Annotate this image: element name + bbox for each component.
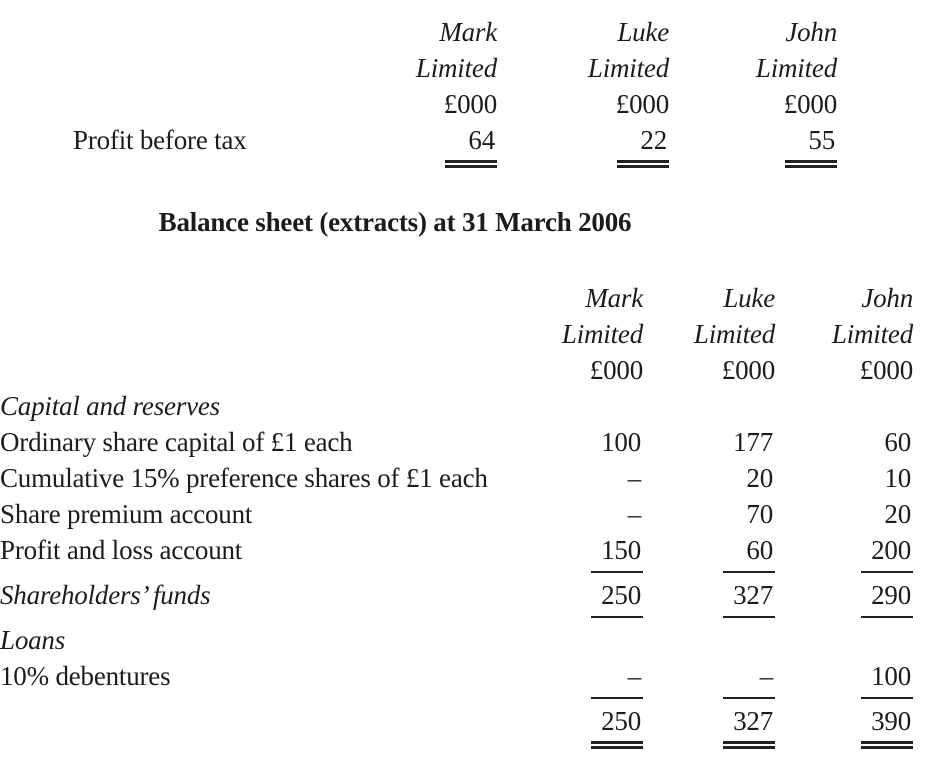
row-shareholders-funds xyxy=(0,577,936,618)
value-luke: 327 xyxy=(723,580,775,618)
row-label: Profit and loss account xyxy=(0,535,243,565)
header-spacer xyxy=(0,280,520,316)
header-spacer xyxy=(0,50,370,86)
value-cell xyxy=(643,496,775,532)
value-cell xyxy=(775,577,913,618)
table-header-row-company xyxy=(0,280,936,316)
value-cell xyxy=(775,424,913,460)
value-luke: 177 xyxy=(733,427,773,457)
value-john: 290 xyxy=(861,580,913,618)
row-label: Cumulative 15% preference shares of £1 each xyxy=(0,463,488,493)
value-cell xyxy=(775,532,913,573)
value-cell xyxy=(497,122,669,168)
value-cell xyxy=(520,703,643,749)
company-subname-limited: Limited xyxy=(415,53,497,83)
value-cell xyxy=(669,122,837,168)
company-name-luke: Luke xyxy=(617,17,669,47)
table-header-row-limited xyxy=(0,50,936,86)
header-spacer xyxy=(0,352,520,388)
value-cell xyxy=(775,658,913,699)
row-label: Ordinary share capital of £1 each xyxy=(0,427,353,457)
table-header-row-limited xyxy=(0,316,936,352)
row-capital-and-reserves xyxy=(0,388,936,424)
company-name-mark: Mark xyxy=(439,17,497,47)
value-mark: – xyxy=(627,463,641,493)
value-cell xyxy=(370,122,497,168)
value-cell xyxy=(775,703,913,749)
currency-unit: £000 xyxy=(443,89,497,119)
company-name-john: John xyxy=(861,283,913,313)
value-mark: 150 xyxy=(591,535,643,573)
value-mark: 100 xyxy=(601,427,641,457)
company-subname-limited: Limited xyxy=(693,319,775,349)
row-label: Share premium account xyxy=(0,499,253,529)
value-cell xyxy=(643,460,775,496)
value-john: 55 xyxy=(785,125,837,168)
value-john: 200 xyxy=(861,535,913,573)
header-spacer xyxy=(0,14,370,50)
row-profit-before-tax xyxy=(0,122,936,168)
value-john: 100 xyxy=(861,661,913,699)
currency-unit: £000 xyxy=(615,89,669,119)
value-luke: 60 xyxy=(723,535,775,573)
value-cell xyxy=(643,577,775,618)
row-ordinary-share-capital xyxy=(0,424,936,460)
row-label: Shareholders’ funds xyxy=(0,580,211,610)
value-cell xyxy=(643,532,775,573)
value-mark: 250 xyxy=(591,580,643,618)
value-cell xyxy=(643,424,775,460)
value-mark: – xyxy=(591,661,643,699)
value-cell xyxy=(520,424,643,460)
value-cell xyxy=(520,577,643,618)
value-cell xyxy=(643,658,775,699)
value-john: 10 xyxy=(884,463,911,493)
value-mark: – xyxy=(627,499,641,529)
row-share-premium-account xyxy=(0,496,936,532)
company-name-mark: Mark xyxy=(585,283,643,313)
value-john: 60 xyxy=(884,427,911,457)
section-label: Loans xyxy=(0,625,66,655)
row-cumulative-preference-shares xyxy=(0,460,936,496)
company-subname-limited: Limited xyxy=(587,53,669,83)
row-label: Profit before tax xyxy=(73,125,247,155)
value-mark: 64 xyxy=(445,125,497,168)
row-10-percent-debentures xyxy=(0,658,936,699)
row-loans xyxy=(0,622,936,658)
value-john: 390 xyxy=(861,706,913,749)
value-luke: – xyxy=(723,661,775,699)
company-name-john: John xyxy=(785,17,837,47)
company-subname-limited: Limited xyxy=(755,53,837,83)
company-name-luke: Luke xyxy=(723,283,775,313)
value-cell xyxy=(520,496,643,532)
balance-sheet-table xyxy=(0,280,936,749)
currency-unit: £000 xyxy=(859,355,913,385)
value-luke: 327 xyxy=(723,706,775,749)
value-cell xyxy=(775,496,913,532)
section-label: Capital and reserves xyxy=(0,391,220,421)
value-luke: 22 xyxy=(617,125,669,168)
company-subname-limited: Limited xyxy=(561,319,643,349)
row-label: 10% debentures xyxy=(0,661,171,691)
value-john: 20 xyxy=(884,499,911,529)
value-luke: 20 xyxy=(746,463,773,493)
balance-sheet-title: Balance sheet (extracts) at 31 March 2006 xyxy=(158,207,632,237)
row-label-empty xyxy=(0,703,520,749)
value-cell xyxy=(520,658,643,699)
value-cell xyxy=(520,460,643,496)
header-spacer xyxy=(0,316,520,352)
value-cell xyxy=(643,703,775,749)
value-mark: 250 xyxy=(591,706,643,749)
currency-unit: £000 xyxy=(721,355,775,385)
header-spacer xyxy=(0,86,370,122)
row-total xyxy=(0,703,936,749)
currency-unit: £000 xyxy=(589,355,643,385)
row-profit-and-loss-account xyxy=(0,532,936,573)
profit-extract-table xyxy=(0,14,936,168)
value-cell xyxy=(520,532,643,573)
value-luke: 70 xyxy=(746,499,773,529)
table-header-row-units xyxy=(0,86,936,122)
table-header-row-units xyxy=(0,352,936,388)
table-header-row-company xyxy=(0,14,936,50)
value-cell xyxy=(775,460,913,496)
currency-unit: £000 xyxy=(783,89,837,119)
company-subname-limited: Limited xyxy=(831,319,913,349)
